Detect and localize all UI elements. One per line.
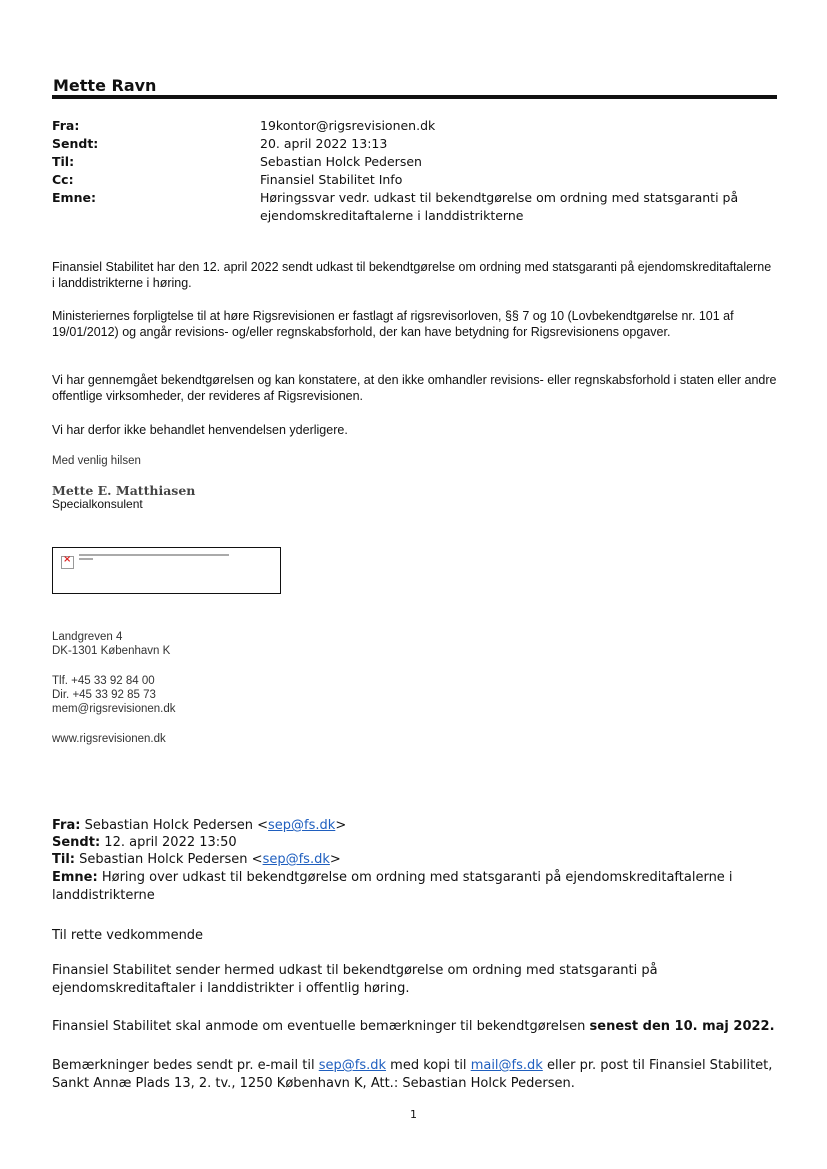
header-sent-label: Sendt:	[52, 136, 99, 151]
header-from-label: Fra:	[52, 118, 80, 133]
orig-paragraph-3-c: eller pr. post til Finansiel Stabilitet, Sankt Annæ Plads 13, 2. tv., 1250 København K, Att.: Sebastian Holck Pedersen.	[52, 1058, 773, 1091]
closing-text: Med venlig hilsen	[52, 455, 141, 467]
orig-subject-label: Emne:	[52, 870, 98, 885]
orig-sent-label: Sendt:	[52, 835, 101, 850]
orig-to-line	[52, 851, 780, 869]
header-cc-value: Finansiel Stabilitet Info	[260, 172, 403, 187]
reply-paragraph-1: Finansiel Stabilitet har den 12. april 2022 sendt udkast til bekendtgørelse om ordning med statsgaranti på ejendomskreditaftalerne i landdistrikterne i høring.	[52, 260, 772, 290]
orig-sent-value: 12. april 2022 13:50	[104, 835, 237, 850]
orig-subject-value: Høring over udkast til bekendtgørelse om ordning med statsgaranti på ejendomskreditaftalerne i landdistrikterne	[52, 870, 733, 903]
website: www.rigsrevisionen.dk	[52, 733, 166, 745]
mail-email-link[interactable]: mail@fs.dk	[470, 1058, 543, 1073]
orig-to-end: >	[329, 852, 341, 867]
signature-name: Mette E. Matthiasen	[52, 483, 196, 498]
signature-title: Specialkonsulent	[52, 497, 143, 511]
broken-image-icon: ×	[61, 556, 74, 569]
header-subject-row	[52, 189, 777, 225]
phone-main: Tlf. +45 33 92 84 00	[52, 675, 155, 687]
orig-greeting: Til rette vedkommende	[52, 928, 204, 943]
owner-name: Mette Ravn	[53, 76, 157, 95]
orig-paragraph-3-a: Bemærkninger bedes sendt pr. e-mail til	[52, 1058, 319, 1073]
orig-from-line	[52, 817, 780, 835]
header-to-row	[52, 153, 777, 171]
orig-from-email-link[interactable]: sep@fs.dk	[268, 818, 336, 833]
header-cc-label: Cc:	[52, 172, 74, 187]
orig-paragraph-3	[52, 1057, 780, 1092]
sep-email-link[interactable]: sep@fs.dk	[318, 1058, 387, 1073]
header-to-label: Til:	[52, 154, 75, 169]
header-from-value: 19kontor@rigsrevisionen.dk	[260, 118, 436, 133]
orig-to-value: Sebastian Holck Pedersen <	[79, 852, 263, 867]
orig-from-label: Fra:	[52, 818, 81, 833]
orig-from-end: >	[335, 818, 347, 833]
orig-to-email-link[interactable]: sep@fs.dk	[262, 852, 330, 867]
page-number: 1	[410, 1108, 417, 1121]
header-cc-row	[52, 171, 777, 189]
broken-image-placeholder	[52, 547, 281, 594]
reply-paragraph-3: Vi har gennemgået bekendtgørelsen og kan konstatere, at den ikke omhandler revisions- eller regnskabsforhold i staten eller andre offentlige virksomheder, der revideres af Rigsrevisionen.	[52, 373, 777, 403]
email-header	[52, 117, 777, 225]
header-rule	[52, 95, 777, 99]
orig-sent-line	[52, 834, 780, 852]
header-sent-value: 20. april 2022 13:13	[260, 136, 388, 151]
header-subject-value: Høringssvar vedr. udkast til bekendtgørelse om ordning med statsgaranti på ejendomskreditaftalerne i landdistrikterne	[260, 190, 739, 223]
header-from-row	[52, 117, 777, 135]
orig-paragraph-3-b: med kopi til	[386, 1058, 471, 1073]
orig-from-value: Sebastian Holck Pedersen <	[84, 818, 269, 833]
image-caption-line	[79, 554, 229, 556]
header-sent-row	[52, 135, 777, 153]
address-line-2: DK-1301 København K	[52, 645, 171, 657]
orig-paragraph-2-text: Finansiel Stabilitet skal anmode om eventuelle bemærkninger til bekendtgørelsen	[52, 1019, 590, 1034]
header-to-value: Sebastian Holck Pedersen	[260, 154, 422, 169]
reply-paragraph-2: Ministeriernes forpligtelse til at høre Rigsrevisionen er fastlagt af rigsrevisorloven, §§ 7 og 10 (Lovbekendtgørelse nr. 101 af 19/01/2012) og angår revisions- og/eller regnskabsforhold, der kan have betydning for Rigsrevisionens opgaver.	[52, 309, 734, 339]
orig-subject-line	[52, 869, 780, 904]
phone-direct: Dir. +45 33 92 85 73	[52, 689, 156, 701]
address-line-1: Landgreven 4	[52, 631, 123, 643]
orig-deadline: senest den 10. maj 2022.	[589, 1019, 775, 1034]
header-subject-label: Emne:	[52, 190, 96, 205]
image-caption-line-2	[79, 558, 93, 560]
orig-to-label: Til:	[52, 852, 75, 867]
signature-email: mem@rigsrevisionen.dk	[52, 703, 176, 715]
orig-paragraph-1: Finansiel Stabilitet sender hermed udkast til bekendtgørelse om ordning med statsgaranti på ejendomskreditaftaler i landdistrikter i offentlig høring.	[52, 963, 658, 996]
reply-paragraph-4: Vi har derfor ikke behandlet henvendelsen yderligere.	[52, 423, 348, 437]
orig-paragraph-2	[52, 1018, 780, 1036]
